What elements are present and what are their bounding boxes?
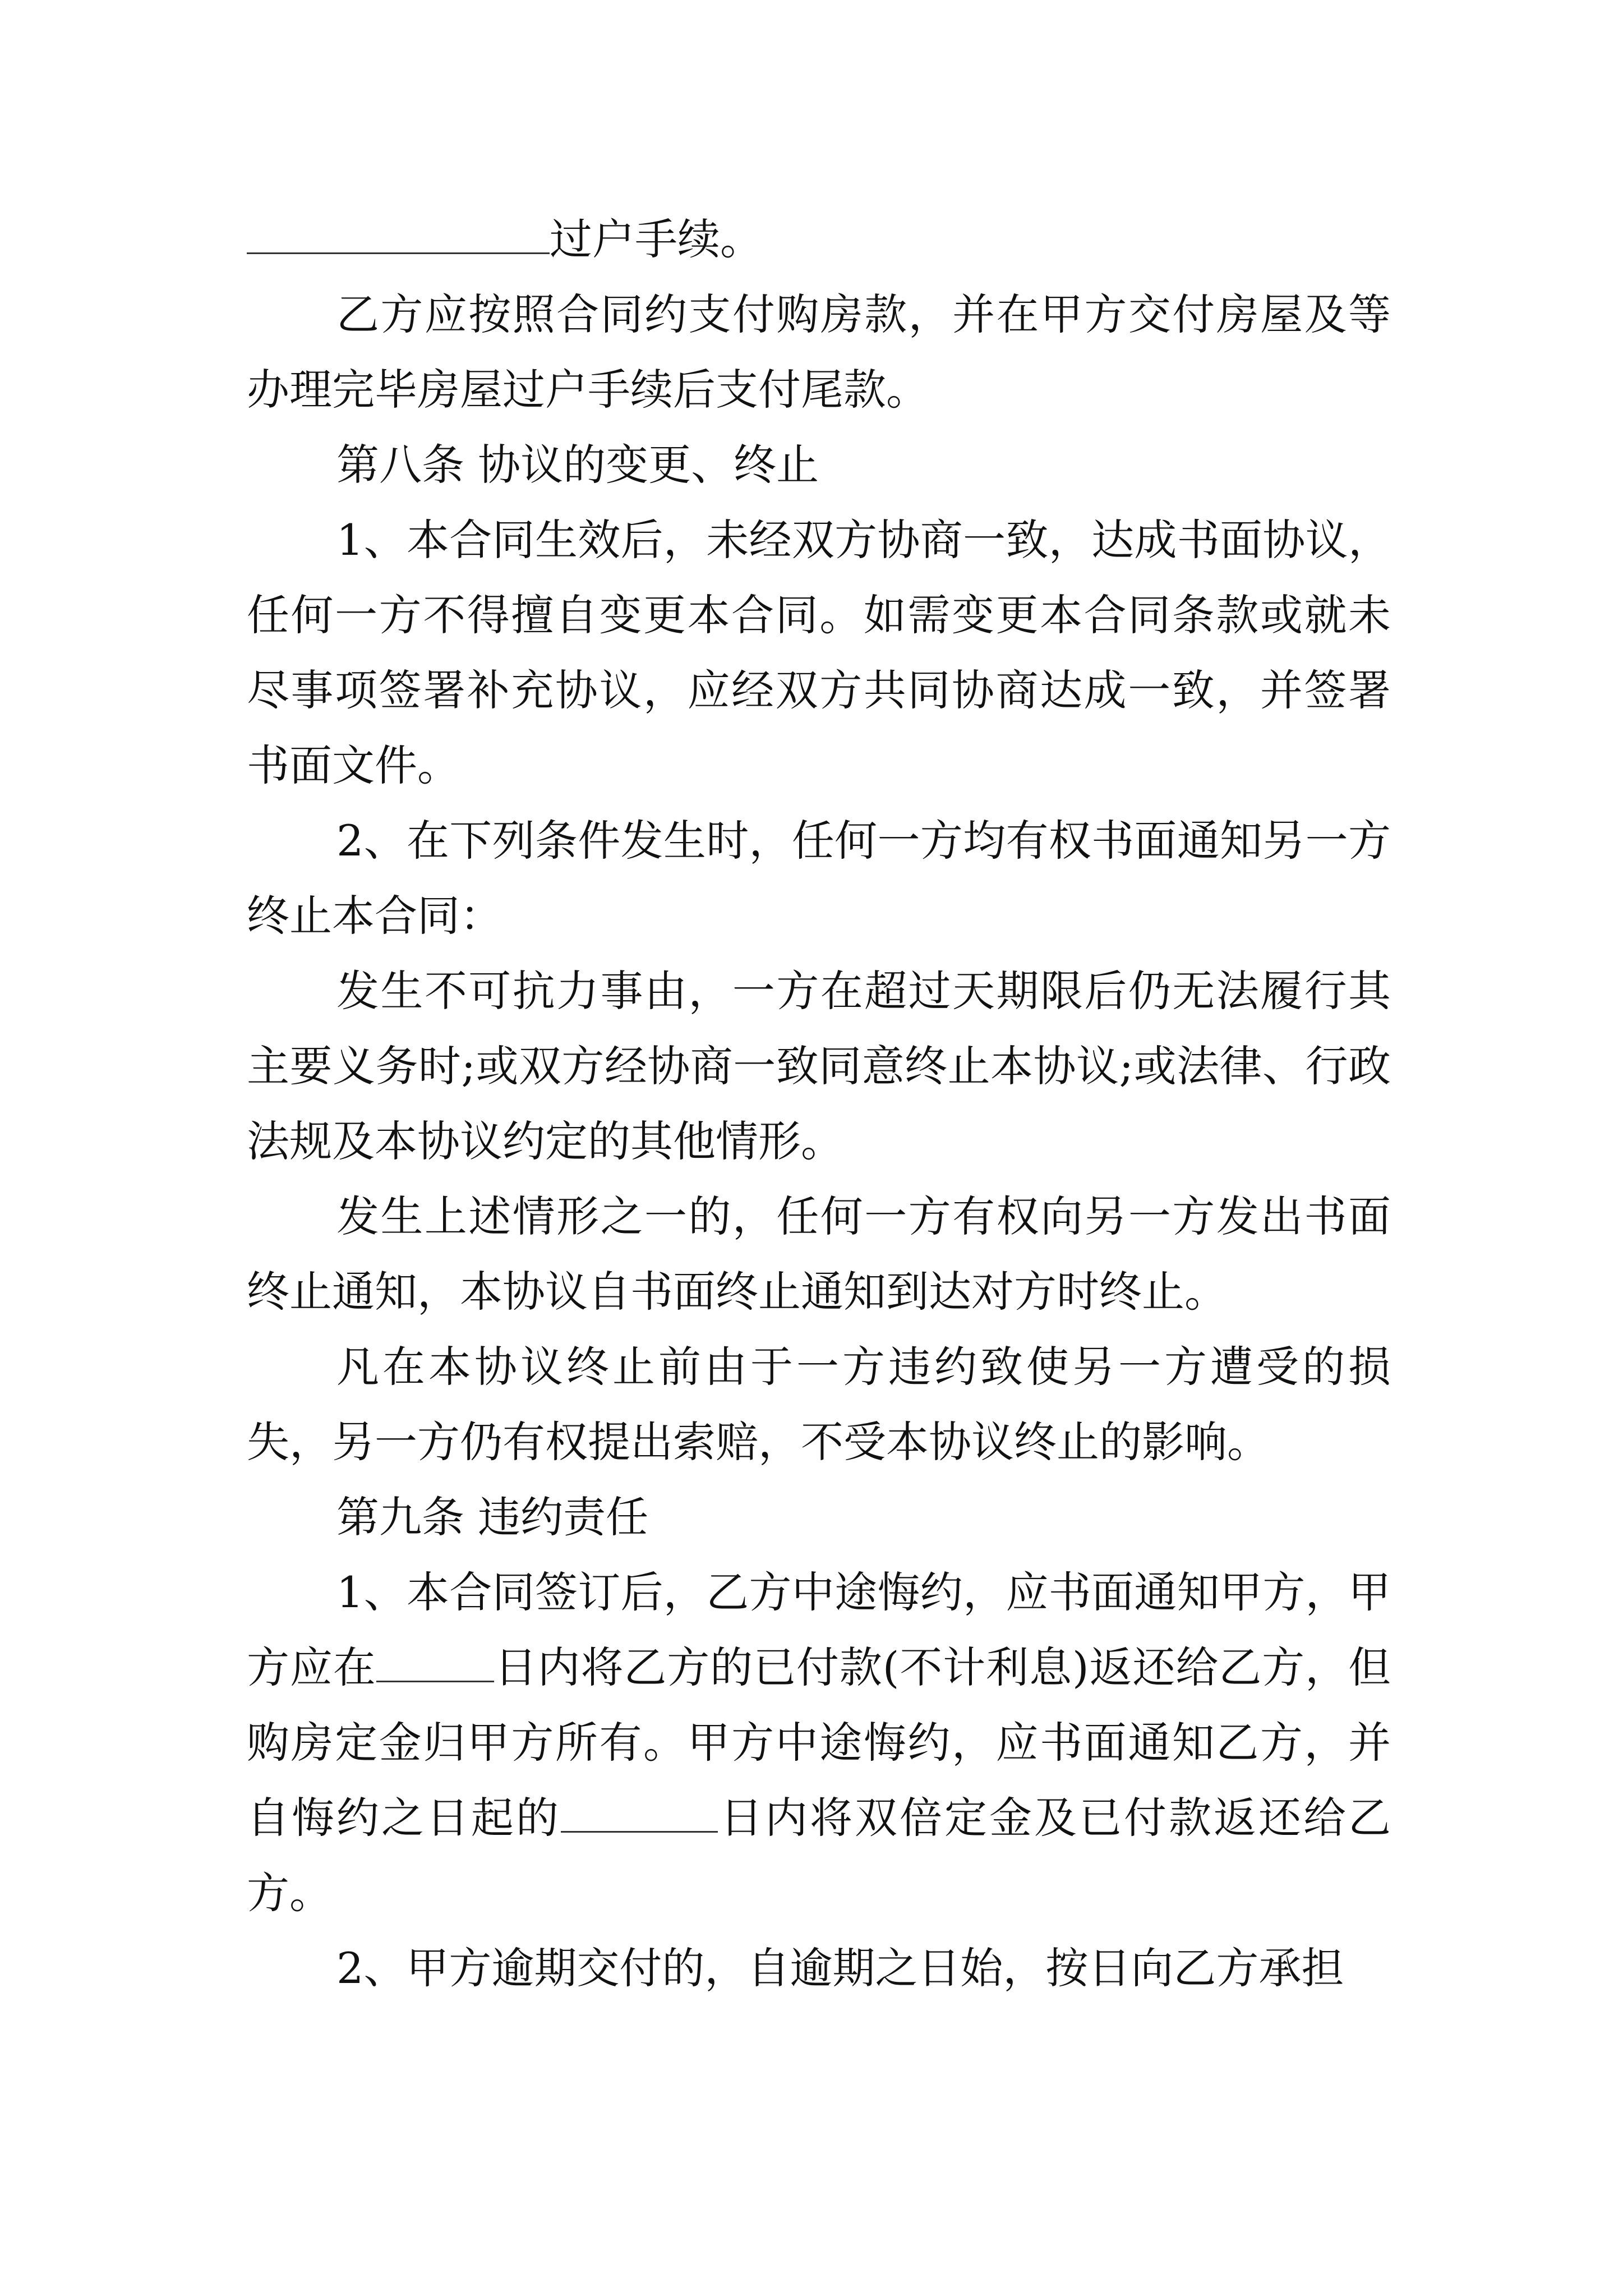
article-9-clause-1 — [247, 1555, 1391, 1931]
clause-text-part-2: 日内将乙方的已付款(不计利息)返还给乙方，但购房定金归甲方所有。甲方中途悔约，应书面通知乙方，并自悔约之日起的 — [247, 1642, 1391, 1843]
article-9-clause-2: 2、甲方逾期交付的，自逾期之日始，按日向乙方承担 — [336, 1943, 1344, 1993]
blank-days-1 — [376, 1641, 494, 1682]
paragraph-transfer-procedure — [247, 202, 1391, 277]
claim-for-losses: 凡在本协议终止前由于一方违约致使另一方遭受的损失，另一方仍有权提出索赔，不受本协议终止的影响。 — [247, 1342, 1391, 1467]
clause-text-part-1: 1、本合同签订后，乙方中途悔约，应书面通知甲方，甲方应在 — [247, 1567, 1391, 1692]
paragraph-text: 过户手续。 — [550, 214, 763, 264]
termination-conditions: 发生不可抗力事由，一方在超过天期限后仍无法履行其主要义务时;或双方经协商一致同意终止本协议;或法律、行政法规及本协议约定的其他情形。 — [247, 966, 1391, 1166]
termination-notice: 发生上述情形之一的，任何一方有权向另一方发出书面终止通知，本协议自书面终止通知到达对方时终止。 — [247, 1191, 1391, 1317]
article-8-clause-2: 2、在下列条件发生时，任何一方均有权书面通知另一方终止本合同： — [247, 816, 1391, 941]
article-8-clause-1: 1、本合同生效后，未经双方协商一致，达成书面协议，任何一方不得擅自变更本合同。如需变更本合同条款或就未尽事项签署补充协议，应经双方共同协商达成一致，并签署书面文件。 — [247, 515, 1391, 790]
blank-line — [247, 213, 550, 254]
article-8-heading: 第八条 协议的变更、终止 — [336, 440, 819, 490]
blank-days-2 — [561, 1792, 718, 1833]
article-9-heading: 第九条 违约责任 — [336, 1492, 649, 1542]
paragraph-payment: 乙方应按照合同约支付购房款，并在甲方交付房屋及等办理完毕房屋过户手续后支付尾款。 — [247, 289, 1391, 415]
clause-text-part-3: 日内将双倍定金及已付款返还给乙方。 — [247, 1793, 1391, 1918]
document-body — [247, 202, 1391, 2006]
